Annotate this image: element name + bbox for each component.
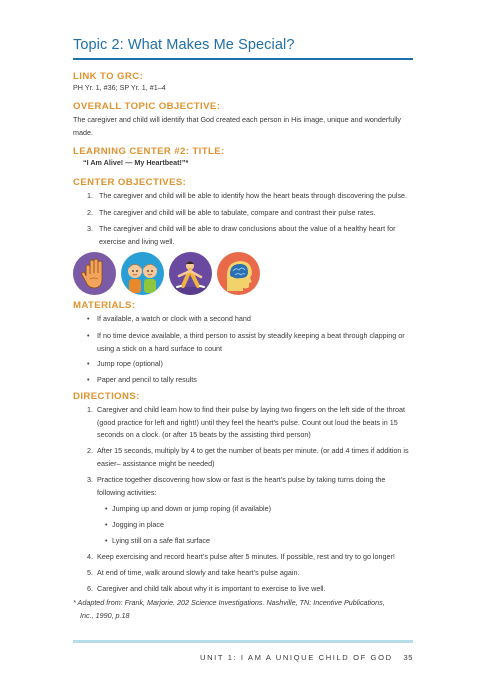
objective-item-text: exercise and living well. — [99, 236, 175, 246]
direction-item-text: At end of time, walk around slowly and take heart’s pulse again. — [97, 568, 300, 577]
title-underline — [73, 58, 413, 60]
activity-item-text: Jumping up and down or jump roping (if available) — [112, 504, 272, 513]
objective-line-1: The caregiver and child will identify that God created each person in His image, unique and wonderfully — [73, 115, 402, 124]
page-number: 35 — [403, 653, 413, 662]
link-heading: LINK TO GRC: — [73, 71, 144, 82]
direction-item — [87, 583, 419, 596]
objective-item-number: 1. — [87, 191, 93, 200]
footnote — [73, 597, 418, 622]
direction-item-number: 6. — [87, 584, 93, 593]
brain-icon — [217, 252, 260, 295]
footer-unit-title: UNIT 1: I AM A UNIQUE CHILD OF GOD — [200, 653, 393, 662]
objective-item-number: 3. — [87, 224, 93, 233]
children-icon — [121, 252, 164, 295]
bullet: • — [105, 520, 108, 529]
activity-item-text: Jogging in place — [112, 520, 164, 529]
direction-item — [87, 445, 419, 470]
direction-item — [87, 551, 419, 564]
exercise-icon — [169, 252, 212, 295]
page-footer — [200, 653, 413, 662]
activity-item-text: Lying still on a safe flat surface — [112, 536, 211, 545]
direction-item — [87, 474, 419, 499]
material-item — [89, 330, 419, 355]
direction-item-number: 4. — [87, 552, 93, 561]
icon-row — [73, 252, 273, 296]
materials-heading: MATERIALS: — [73, 300, 136, 311]
activity-item — [105, 535, 415, 548]
bullet: • — [87, 375, 90, 384]
footnote-line-2: Inc., 1990, p.18 — [80, 610, 130, 620]
material-item — [89, 358, 419, 371]
direction-item-text: Caregiver and child talk about why it is important to exercise to live well. — [97, 584, 326, 593]
bullet: • — [87, 314, 90, 323]
learning-center-title: “I Am Alive! — My Heartbeat!”* — [83, 158, 189, 167]
direction-item-text: Caregiver and child learn how to find their pulse by laying two fingers on the left side of the throat — [97, 405, 406, 414]
objective-line-2: made. — [73, 128, 93, 137]
learning-center-heading: LEARNING CENTER #2: TITLE: — [73, 146, 225, 157]
direction-item-number: 1. — [87, 405, 93, 414]
objective-heading: OVERALL TOPIC OBJECTIVE: — [73, 101, 221, 112]
direction-item-text: seconds on a clock. (or after 15 beats by the assisting third person) — [97, 430, 311, 439]
direction-item-number: 2. — [87, 446, 93, 455]
direction-item-text: easier– assistance might be needed) — [97, 458, 215, 468]
material-item-text: Jump rope (optional) — [97, 359, 163, 368]
direction-item-text: After 15 seconds, multiply by 4 to get the number of beats per minute. (or add 4 times if addition is — [97, 446, 409, 455]
link-text: PH Yr. 1, #36; SP Yr. 1, #1–4 — [73, 83, 166, 92]
direction-item-text: Practice together discovering how slow or fast is the heart’s pulse by taking turns doing the — [97, 475, 386, 484]
objective-item-text: The caregiver and child will be able to tabulate, compare and contrast their pulse rates. — [99, 208, 376, 217]
direction-item-number: 3. — [87, 475, 93, 484]
objective-item-number: 2. — [87, 208, 93, 217]
hand-icon — [73, 252, 116, 295]
objective-item — [89, 190, 419, 203]
bullet: • — [105, 536, 108, 545]
material-item — [89, 313, 419, 326]
footnote-line-1: * Adapted from: Frank, Marjorie. 202 Science Investigations. Nashville, TN: Incentive Publications, — [73, 598, 385, 607]
direction-item — [87, 567, 419, 580]
direction-item — [87, 404, 419, 442]
page-title: Topic 2: What Makes Me Special? — [73, 37, 295, 53]
objective-item — [89, 207, 419, 220]
objective-item — [89, 223, 419, 248]
bullet: • — [87, 331, 90, 340]
material-item-text: If no time device available, a third person to assist by steadily keeping a beat through clapping or — [97, 331, 405, 340]
material-item-text: using a stick on a hard surface to count — [97, 343, 223, 353]
directions-heading: DIRECTIONS: — [73, 391, 140, 402]
direction-item-text: Keep exercising and record heart’s pulse after 5 minutes. If possible, rest and try to go longer! — [97, 552, 395, 561]
center-objectives-heading: CENTER OBJECTIVES: — [73, 177, 187, 188]
material-item-text: If available, a watch or clock with a second hand — [97, 314, 251, 323]
activity-item — [105, 519, 415, 532]
direction-item-number: 5. — [87, 568, 93, 577]
bullet: • — [105, 504, 108, 513]
objective-item-text: The caregiver and child will be able to identify how the heart beats through discovering the pulse. — [99, 191, 408, 200]
material-item-text: Paper and pencil to tally results — [97, 375, 197, 384]
bullet: • — [87, 359, 90, 368]
direction-item-text: (good practice for left and right!) until they feel the heart’s pulse. Count out loud the beats in 15 — [97, 417, 398, 427]
material-item — [89, 374, 419, 387]
footer-rule — [73, 640, 413, 643]
objective-item-text: The caregiver and child will be able to draw conclusions about the value of a healthy heart for — [99, 224, 396, 233]
direction-item-text: following activities: — [97, 487, 157, 497]
activity-item — [105, 503, 415, 516]
